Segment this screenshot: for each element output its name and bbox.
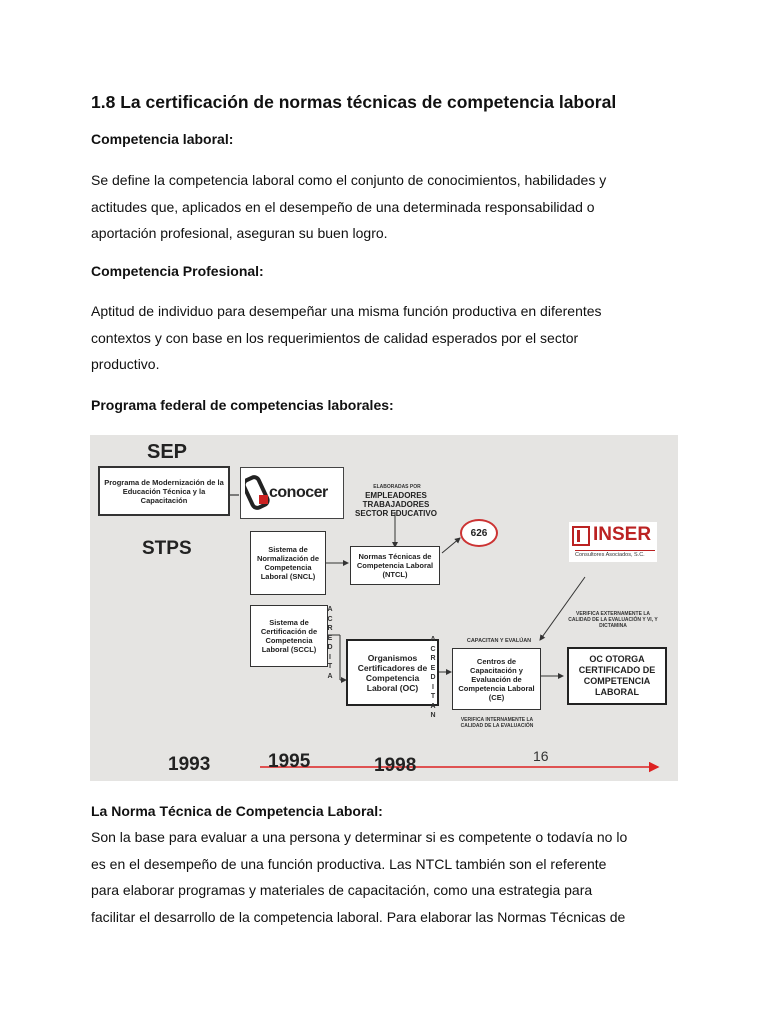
text-line: Se define la competencia laboral como el conjunto de conocimientos, habilidades y	[91, 172, 607, 188]
text-line: para elaborar programas y materiales de capacitación, como una estrategia para	[91, 882, 593, 898]
verifica-externamente-label: VERIFICA EXTERNAMENTE LA CALIDAD DE LA EVALUACIÓN Y VI, Y DICTAMINA	[568, 611, 658, 629]
acredita-label: A C R E D I T A	[327, 606, 333, 680]
paragraph-competencia-profesional	[91, 298, 677, 378]
connector-inser-ce	[540, 577, 585, 640]
conocer-logo	[240, 467, 344, 519]
inser-subtitle: Consultores Asociados, S.C.	[575, 550, 655, 558]
acreditan-label: A C R E D I T A N	[430, 636, 436, 719]
oc-otorga-certificado-box: OC OTORGA CERTIFICADO DE COMPETENCIA LABORAL	[567, 647, 667, 705]
text-line: Son la base para evaluar a una persona y determinar si es competente o todavía no lo	[91, 829, 628, 845]
elaboradas-por-label: ELABORADAS POR	[373, 484, 421, 490]
programa-federal-diagram	[90, 435, 678, 781]
text-line: facilitar el desarrollo de la competencia laboral. Para elaborar las Normas Técnicas de	[91, 908, 626, 925]
ntcl-box: Normas Técnicas de Competencia Laboral (NTCL)	[350, 546, 440, 585]
year-1995: 1995	[268, 751, 311, 772]
centros-capacitacion-box: Centros de Capacitación y Evaluación de Competencia Laboral (CE)	[452, 648, 541, 710]
sep-label: SEP	[147, 441, 188, 463]
verifica-internamente-label: VERIFICA INTERNAMENTE LA CALIDAD DE LA EVALUACIÓN	[460, 717, 534, 729]
inser-logo-text: INSER	[593, 524, 652, 545]
programa-modernizacion-box: Programa de Modernización de la Educación Técnica y la Capacitación	[98, 466, 230, 516]
text-line: aportación profesional, aseguran su buen logro.	[91, 225, 388, 241]
text-line: es en el desempeño de una función productiva. Las NTCL también son el referente	[91, 855, 607, 872]
slide-page-number: 16	[533, 748, 549, 764]
text-line: Aptitud de individuo para desempeñar una misma función productiva en diferentes	[91, 303, 602, 319]
inser-emblem-icon	[572, 526, 590, 546]
paragraph-competencia-laboral	[91, 167, 677, 247]
paragraph-norma-tecnica	[91, 824, 677, 930]
text-line: contextos y con base en los requerimientos de calidad esperados por el sector	[91, 329, 579, 346]
year-1998: 1998	[374, 755, 417, 776]
heading-competencia-laboral: Competencia laboral:	[91, 131, 234, 147]
heading-competencia-profesional: Competencia Profesional:	[91, 263, 264, 279]
year-1993: 1993	[168, 754, 211, 775]
heading-programa-federal: Programa federal de competencias laborales:	[91, 397, 394, 413]
heading-norma-tecnica: La Norma Técnica de Competencia Laboral:	[91, 803, 383, 819]
stps-label: STPS	[142, 538, 192, 559]
inser-logo	[569, 522, 657, 562]
elaboradores-label: EMPLEADORES TRABAJADORES SECTOR EDUCATIVO	[355, 491, 437, 518]
text-line: actitudes que, aplicados en el desempeño de una determinada responsabilidad o	[91, 198, 595, 215]
organismos-certificadores-box: Organismos Certificadores de Competencia Laboral (OC)	[346, 639, 439, 706]
sncl-box: Sistema de Normalización de Competencia Laboral (SNCL)	[250, 531, 326, 595]
text-line: productivo.	[91, 356, 160, 372]
sccl-box: Sistema de Certificación de Competencia Laboral (SCCL)	[250, 605, 328, 667]
connector-ntcl-626	[442, 538, 460, 553]
ntcl-count-badge: 626	[460, 519, 498, 547]
capacitan-evaluan-label: CAPACITAN Y EVALÚAN	[466, 638, 532, 644]
section-title: 1.8 La certificación de normas técnicas de competencia laboral	[91, 92, 617, 112]
conocer-logo-text: conocer	[269, 484, 328, 501]
